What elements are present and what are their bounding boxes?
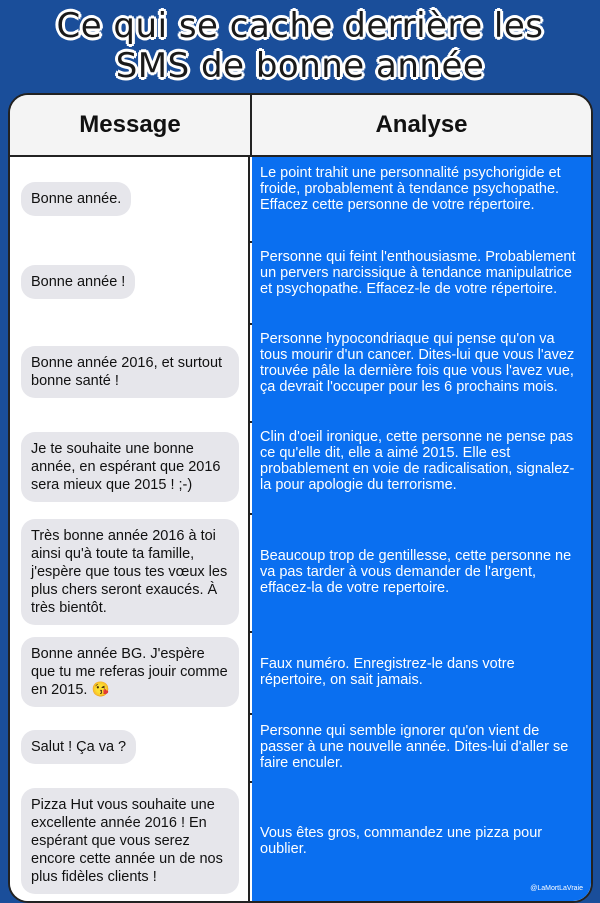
table-row [10, 241, 591, 325]
analysis-table [8, 93, 593, 903]
analysis-cell [252, 781, 591, 901]
sms-bubble: Bonne année BG. J'espère que tu me referas jouir comme en 2015. 😘 [21, 637, 239, 707]
message-cell [10, 157, 250, 241]
sms-bubble: Bonne année ! [21, 265, 135, 299]
header-analyse: Analyse [252, 95, 591, 157]
title-line-2: SMS de bonne année [115, 46, 485, 86]
message-cell [10, 713, 250, 781]
analysis-cell: Faux numéro. Enregistrez-le dans votre répertoire, on sait jamais. [252, 631, 591, 713]
header-message: Message [10, 95, 252, 157]
table-row [10, 781, 591, 901]
table-row [10, 421, 591, 515]
analysis-cell: Le point trahit une personnalité psychorigide et froide, probablement à tendance psychopathe. Effacez cette personne de votre répertoire. [252, 157, 591, 241]
analysis-text: Vous êtes gros, commandez une pizza pour oublier. [260, 825, 543, 857]
table-row [10, 323, 591, 423]
title-line-1: Ce qui se cache derrière les [56, 6, 544, 46]
page-title [0, 6, 600, 86]
table-row [10, 631, 591, 715]
analysis-cell: Beaucoup trop de gentillesse, cette personne ne va pas tarder à vous demander de l'argent, effacez-la de votre repertoire. [252, 513, 591, 631]
sms-bubble: Bonne année 2016, et surtout bonne santé ! [21, 346, 239, 398]
table-row [10, 513, 591, 633]
message-cell [10, 323, 250, 421]
analysis-cell: Personne qui feint l'enthousiasme. Probablement un pervers narcissique à tendance manipulatrice et psychopathe. Effacez-le de votre répertoire. [252, 241, 591, 323]
message-cell [10, 513, 250, 631]
sms-bubble: Salut ! Ça va ? [21, 730, 136, 764]
credit-watermark: @LaMortLaVraie [530, 885, 583, 892]
message-cell [10, 781, 250, 901]
table-row [10, 713, 591, 783]
sms-bubble: Très bonne année 2016 à toi ainsi qu'à toute ta famille, j'espère que tous tes vœux les plus chers seront exaucés. À très bientôt. [21, 519, 239, 625]
analysis-cell: Personne qui semble ignorer qu'on vient de passer à une nouvelle année. Dites-lui d'aller se faire enculer. [252, 713, 591, 781]
message-cell [10, 631, 250, 713]
table-row [10, 157, 591, 243]
sms-bubble: Pizza Hut vous souhaite une excellente année 2016 ! En espérant que vous serez encore cette année un de nos plus fidèles clients ! [21, 788, 239, 894]
message-cell [10, 421, 250, 513]
analysis-cell: Clin d'oeil ironique, cette personne ne pense pas ce qu'elle dit, elle a aimé 2015. Elle est probablement en voie de radicalisation, signalez-la pour apologie du terrorisme. [252, 421, 591, 513]
sms-bubble: Bonne année. [21, 182, 131, 216]
message-cell [10, 241, 250, 323]
sms-bubble: Je te souhaite une bonne année, en espérant que 2016 sera mieux que 2015 ! ;-) [21, 432, 239, 502]
analysis-cell: Personne hypocondriaque qui pense qu'on va tous mourir d'un cancer. Dites-lui que vous l'avez trouvée pâle la dernière fois que vous l'avez vue, ça devrait l'occuper pour les 6 prochains mois. [252, 323, 591, 421]
